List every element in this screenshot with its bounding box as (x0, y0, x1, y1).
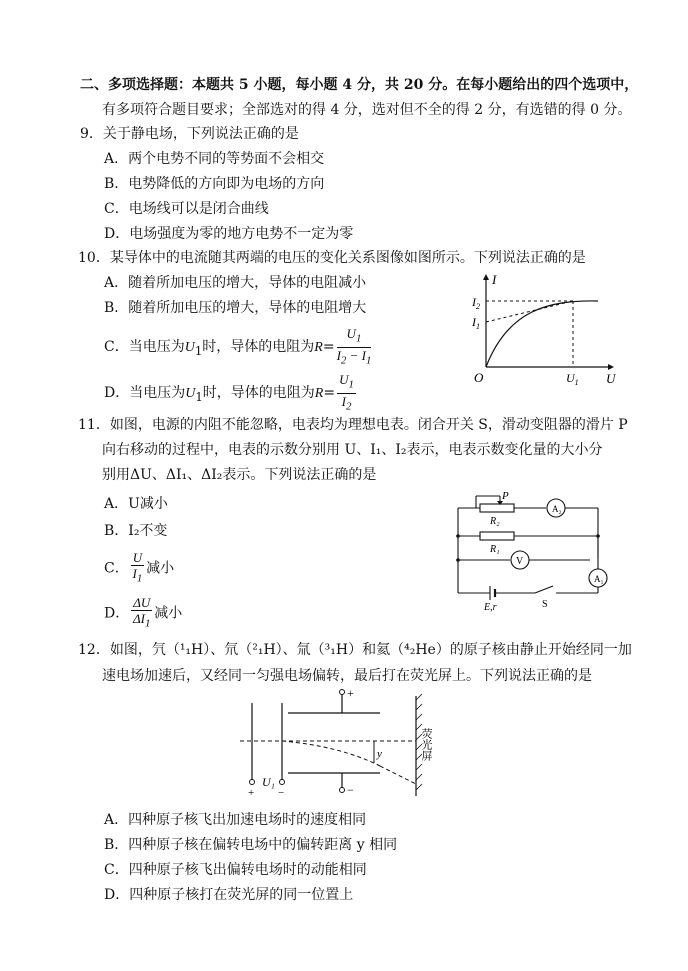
q12-option-a: A．四种原子核飞出加速电场时的速度相同 (104, 812, 367, 828)
ammeter-label-a1: A₁ (594, 574, 604, 584)
plate-bottom-minus: − (347, 783, 354, 797)
ammeter-label-a2: A₂ (552, 504, 562, 514)
deflection-diagram (240, 688, 440, 800)
q11-line2: 向右移动的过程中，电表的示数分别用 U、I₁、I₂表示，电表示数变化量的大小分 (102, 442, 603, 458)
left-minus: − (278, 787, 285, 799)
origin-label: O (474, 370, 484, 385)
screen-label: 荧光屏 (420, 728, 432, 761)
q11-option-a: A．U减小 (104, 496, 168, 512)
q10-option-d: D．当电压为$U_1$时，导体的电阻为R= $\frac{U_1}{I_2}$ (104, 372, 354, 413)
q9-option-a: A．两个电势不同的等势面不会相交 (104, 151, 325, 167)
section-heading: 二、多项选择题：本题共 5 小题，每小题 4 分，共 20 分。在每小题给出的四个选项中， (80, 77, 639, 93)
q10-stem: 10．某导体中的电流随其两端的电压的变化关系图像如图所示。下列说法正确的是 (78, 250, 586, 266)
q12-option-c: C．四种原子核飞出偏转电场时的动能相同 (104, 862, 367, 878)
q11-option-c (104, 550, 174, 587)
switch-label-s: S (542, 599, 548, 610)
q10-c-mid: 时，导体的电阻为 (202, 339, 315, 356)
plate-top-plus: + (347, 688, 354, 700)
tick-label-i1: $I_1$ (472, 315, 480, 331)
q11-c-suffix: 减小 (146, 560, 175, 577)
u1-symbol: U (185, 386, 196, 402)
deflection-label-y: y (377, 748, 382, 760)
q10-d-mid: 时，导体的电阻为 (202, 385, 315, 402)
resistor-label-r1: R₁ (490, 544, 500, 555)
q10-c-prefix: C．当电压为 (104, 339, 185, 356)
q12-option-b: B．四种原子核在偏转电场中的偏转距离 y 相同 (104, 837, 398, 853)
q11-option-d (104, 595, 182, 632)
q9-option-c: C．电场线可以是闭合曲线 (104, 201, 269, 217)
r-symbol: R (314, 340, 323, 356)
resistor-label-r2: R₂ (490, 516, 500, 527)
fraction-u1-over-i2: $\frac{U_1}{I_2}$ (339, 372, 354, 413)
voltmeter-label-v: V (516, 556, 524, 567)
u1-symbol: U (184, 340, 195, 356)
q9-stem: 9．关于静电场，下列说法正确的是 (80, 126, 299, 142)
q11-option-b: B．I₂不变 (104, 523, 168, 539)
q12-line1: 12．如图，氕（¹₁H）、氘（²₁H）、氚（³₁H）和氦（⁴₂He）的原子核由静止开始经同一加 (78, 642, 632, 658)
q12-line2: 速电场加速后，又经同一匀强电场偏转，最后打在荧光屏上。下列说法正确的是 (102, 668, 592, 684)
left-plus: + (248, 787, 255, 799)
axis-label-u: U (606, 371, 616, 385)
axis-label-i: I (492, 272, 497, 287)
voltage-label-u1: U₁ (262, 775, 275, 789)
q10-d-prefix: D．当电压为 (104, 385, 186, 402)
q11-line1: 11．如图，电源的内阻不能忽略，电表均为理想电表。闭合开关 S，滑动变阻器的滑片 P (78, 417, 628, 433)
q11-d-suffix: 减小 (154, 605, 183, 622)
q9-option-b: B．电势降低的方向即为电场的方向 (104, 176, 325, 192)
fraction-du-over-di1: $\frac{\Delta U}{\Delta I_1}$ (133, 595, 151, 630)
fraction-u1-over-i2-minus-i1: $\frac{U_1}{I_2 - I_1}$ (336, 326, 372, 367)
q11-d-label: D． (104, 605, 130, 622)
tick-label-i2: $I_2$ (472, 295, 480, 311)
q11-line3: 别用ΔU、ΔI₁、ΔI₂表示。下列说法正确的是 (102, 467, 377, 483)
q9-option-d: D．电场强度为零的地方电势不一定为零 (104, 226, 354, 242)
slider-label-p: P (502, 490, 509, 502)
fraction-u-over-i1: $\frac{U}{I_1}$ (132, 550, 143, 585)
q10-option-a: A．随着所加电压的增大，导体的电阻减小 (104, 275, 367, 291)
iu-graph (468, 270, 618, 385)
q10-option-b: B．随着所加电压的增大，导体的电阻增大 (104, 300, 367, 316)
q11-c-label: C． (104, 560, 129, 577)
q12-option-d: D．四种原子核打在荧光屏的同一位置上 (104, 887, 354, 903)
circuit-diagram (450, 488, 610, 613)
r-symbol: R (314, 386, 324, 402)
q10-option-c: C．当电压为$U_1$时，导体的电阻为R= $\frac{U_1}{I_2 - I_1}$ (104, 326, 372, 367)
section-heading-line2: 有多项符合题目要求；全部选对的得 4 分，选对但不全的得 2 分，有选错的得 0 分。 (102, 102, 632, 118)
battery-label-er: E,r (484, 602, 497, 613)
tick-label-u1: $U_1$ (566, 371, 579, 385)
